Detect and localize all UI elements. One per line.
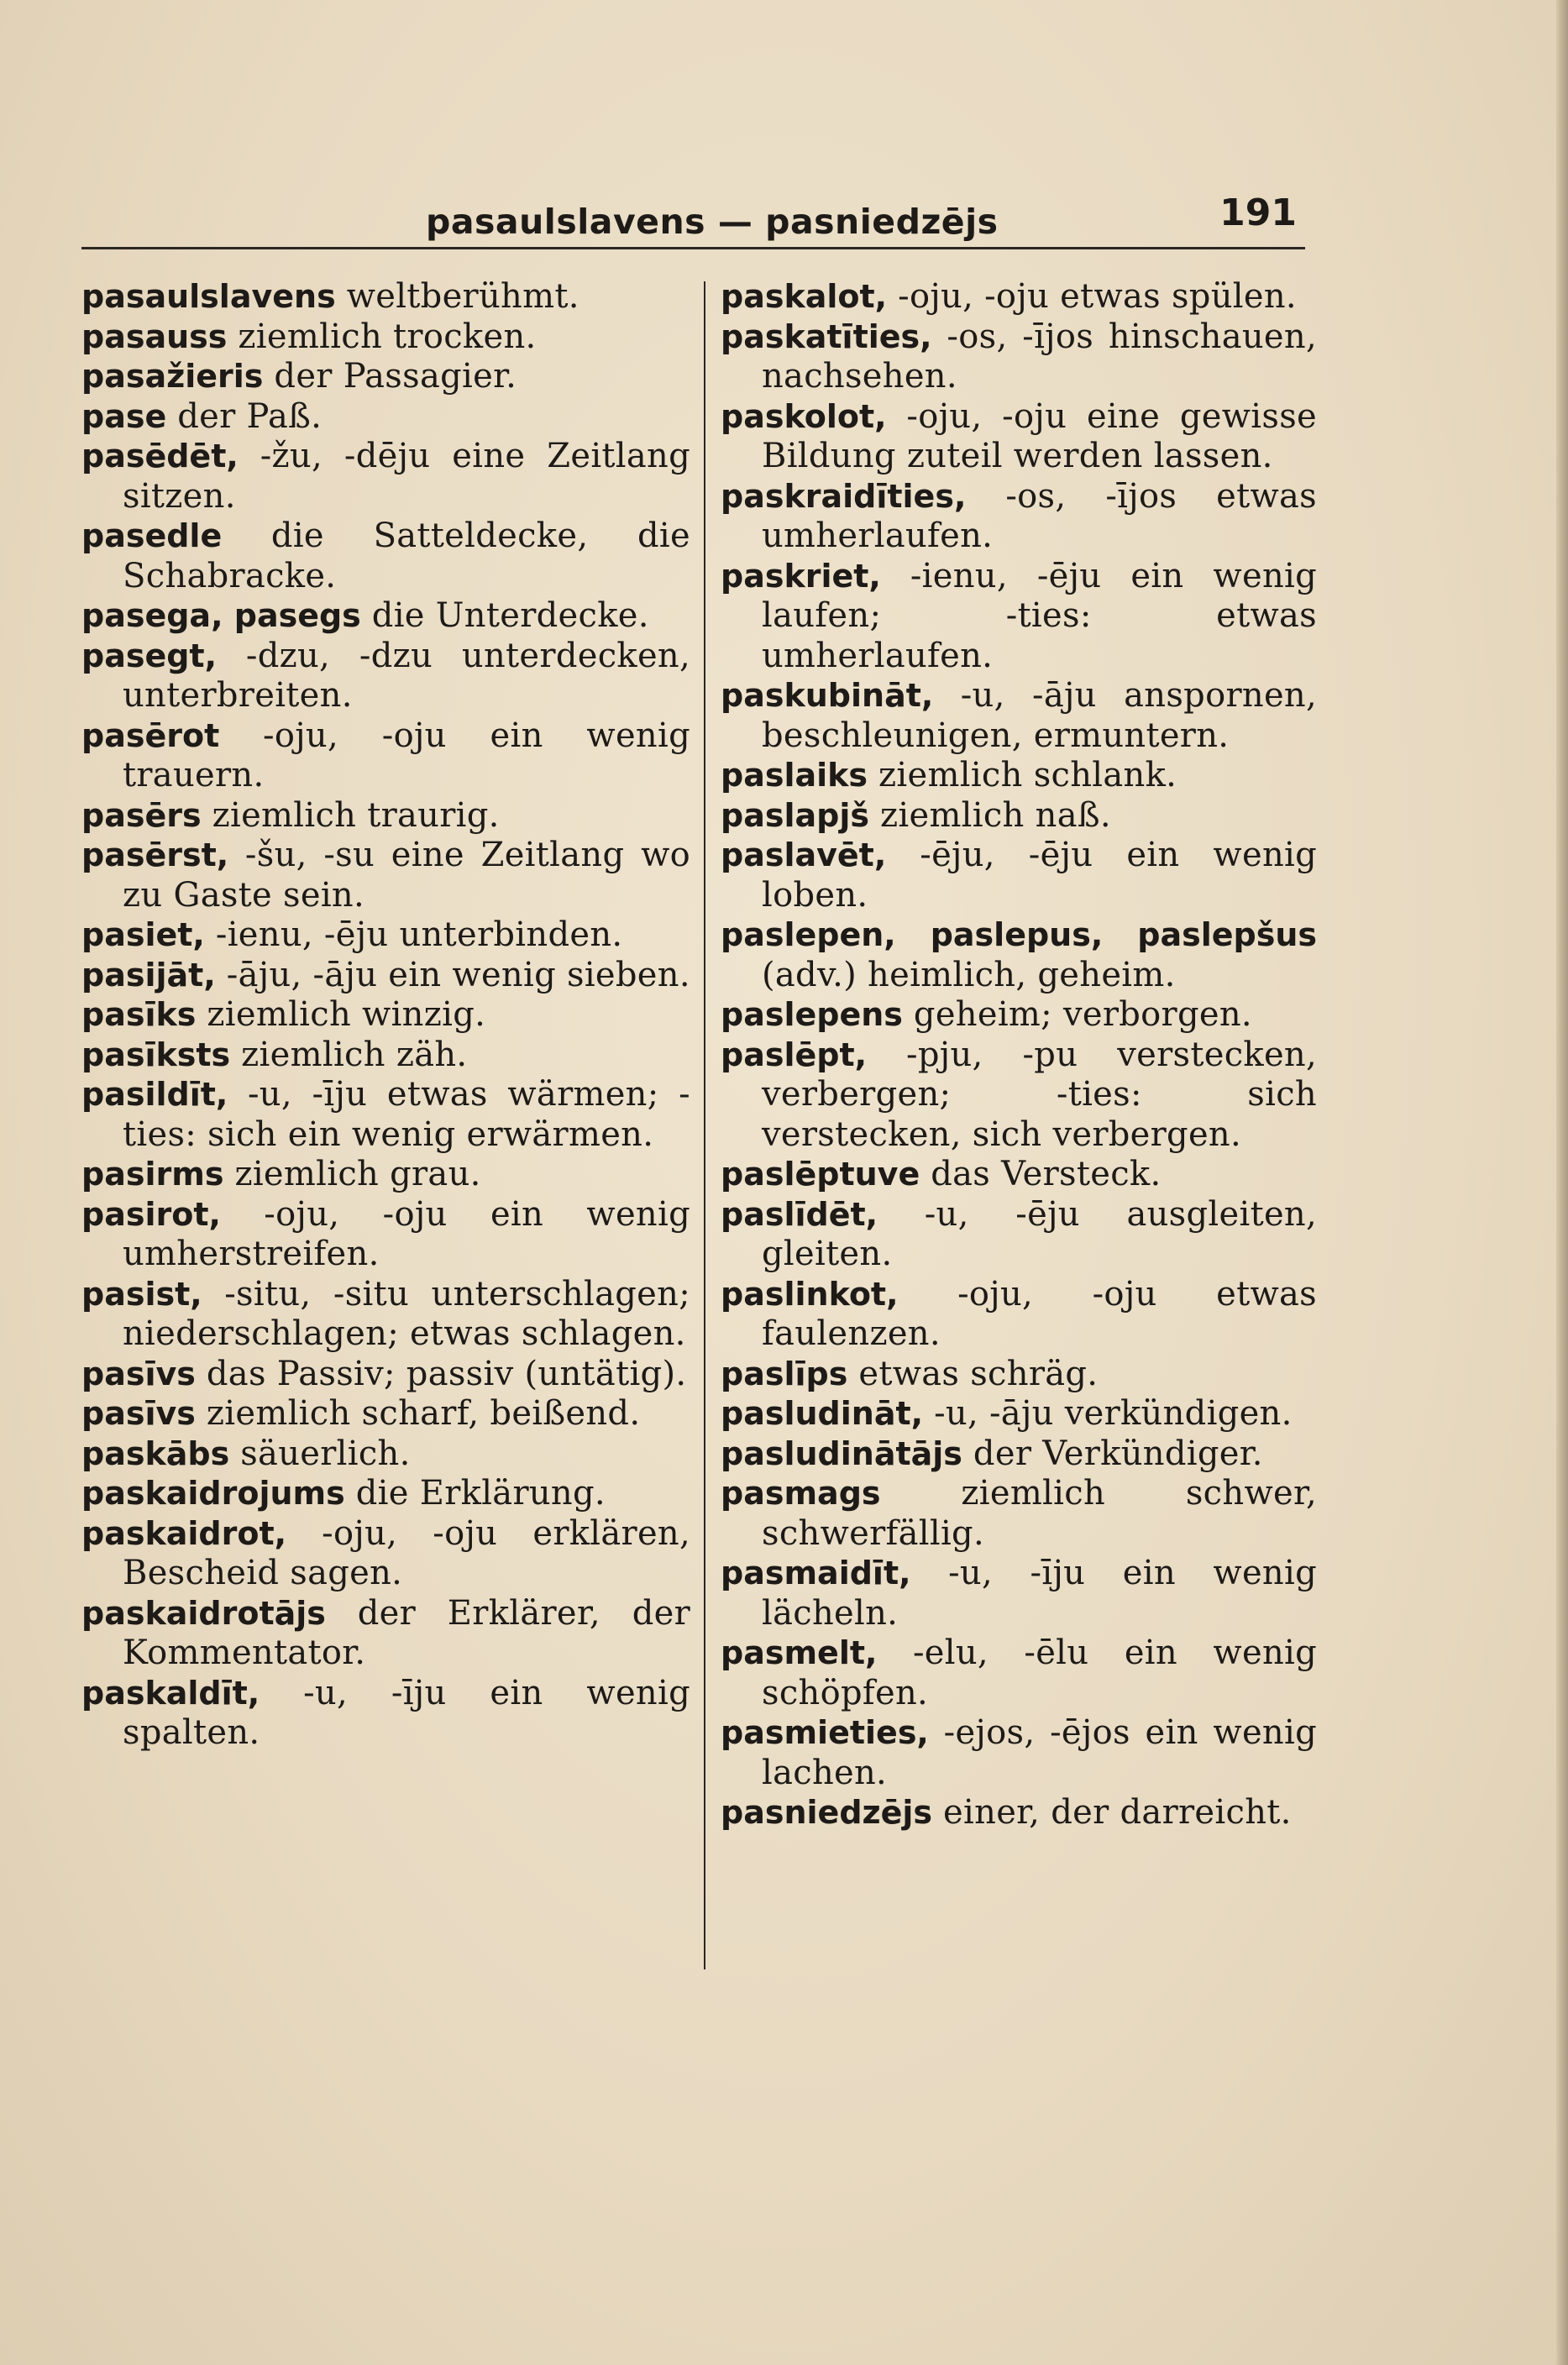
entry-headword: pasīvs — [81, 1395, 196, 1432]
entry-headword: paskubināt, — [721, 677, 934, 714]
dictionary-entry — [721, 1434, 1317, 1475]
entry-definition: -u, -āju verkündigen. — [923, 1394, 1293, 1433]
dictionary-entry — [721, 1275, 1317, 1355]
dictionary-entry — [721, 317, 1317, 397]
entry-headword: paslinkot, — [721, 1275, 899, 1313]
entry-headword: pasludinātājs — [721, 1434, 962, 1472]
running-head: pasaulslavens — pasniedzējs — [426, 202, 999, 242]
entry-definition: die Satteldecke, die Schabracke. — [123, 517, 690, 595]
dictionary-entry — [721, 836, 1317, 915]
entry-headword: pasildīt, — [81, 1076, 228, 1113]
dictionary-entry — [721, 397, 1317, 477]
entry-definition: -šu, -su eine Zeitlang wo zu Gaste sein. — [123, 836, 690, 915]
dictionary-entry — [81, 915, 690, 956]
dictionary-entry — [721, 1554, 1317, 1633]
entry-definition: -oju, -oju eine gewisse Bildung zuteil werden lassen. — [762, 396, 1317, 475]
entry-definition: ziemlich schlank. — [868, 756, 1177, 794]
page-number: 191 — [1219, 191, 1297, 234]
entry-definition: -āju, -āju ein wenig sieben. — [215, 955, 690, 994]
entry-definition: -ienu, -ēju ein wenig laufen; -ties: etwas umherlaufen. — [762, 556, 1317, 675]
entry-definition: -oju, -oju ein wenig trauern. — [123, 716, 690, 794]
dictionary-entry — [721, 676, 1317, 756]
entry-definition: das Passiv; passiv (untätig). — [195, 1354, 687, 1393]
entry-headword: pasijāt, — [81, 956, 216, 994]
entry-definition: (adv.) heimlich, geheim. — [762, 955, 1176, 994]
entry-headword: pasedle — [81, 517, 223, 554]
entry-definition: ziemlich grau. — [223, 1155, 481, 1193]
entry-headword: pase — [81, 397, 167, 435]
dictionary-entry — [721, 1155, 1317, 1195]
entry-definition: -u, -īju etwas wärmen; -ties: sich ein wenig erwärmen. — [123, 1075, 690, 1154]
entry-headword: pasauss — [81, 317, 228, 355]
entry-headword: pasīvs — [81, 1355, 196, 1392]
dictionary-entry — [81, 1674, 690, 1754]
entry-headword: pasirms — [81, 1156, 224, 1193]
entry-headword: pasist, — [81, 1275, 202, 1313]
entry-definition: -u, -īju ein wenig spalten. — [123, 1673, 690, 1752]
dictionary-entry — [81, 317, 690, 358]
entry-definition: -oju, -oju ein wenig umherstreifen. — [123, 1194, 690, 1273]
entry-definition: geheim; verborgen. — [902, 995, 1252, 1034]
entry-headword: pasniedzējs — [721, 1794, 933, 1831]
entry-headword: paskaidrot, — [81, 1514, 287, 1552]
dictionary-entry — [81, 1155, 690, 1195]
entry-definition: die Unterdecke. — [360, 596, 649, 635]
entry-definition: ziemlich trocken. — [227, 317, 537, 356]
entry-headword: pasīksts — [81, 1036, 231, 1073]
dictionary-entry — [81, 1474, 690, 1514]
page-edge — [1556, 0, 1568, 2365]
right-column — [721, 277, 1317, 1833]
entry-definition: die Erklärung. — [344, 1474, 606, 1513]
entry-definition: ziemlich scharf, beißend. — [195, 1394, 641, 1433]
entry-definition: -žu, -dēju eine Zeitlang sitzen. — [123, 437, 690, 516]
entry-headword: pasiet, — [81, 916, 205, 953]
dictionary-entry — [81, 1036, 690, 1076]
entry-definition: das Versteck. — [920, 1155, 1162, 1193]
dictionary-entry — [81, 1394, 690, 1434]
dictionary-entry — [81, 1434, 690, 1475]
page-header — [81, 191, 1305, 250]
entry-headword: paslavēt, — [721, 836, 887, 873]
dictionary-entry — [81, 357, 690, 397]
entry-headword: paskābs — [81, 1434, 230, 1472]
dictionary-entry — [81, 836, 690, 915]
dictionary-entry — [721, 477, 1317, 557]
dictionary-entry — [81, 1355, 690, 1395]
entry-headword: paskraidīties, — [721, 477, 967, 515]
entry-headword: paslēptuve — [721, 1156, 920, 1193]
column-divider — [704, 281, 705, 1969]
header-rule — [81, 247, 1305, 249]
entry-headword: pasmaidīt, — [721, 1555, 911, 1592]
dictionary-entry — [81, 995, 690, 1036]
entry-headword: paslapjš — [721, 796, 869, 834]
dictionary-entry — [81, 397, 690, 438]
entry-headword: paskaidrotājs — [81, 1594, 326, 1632]
dictionary-entry — [81, 1514, 690, 1594]
left-column — [81, 277, 690, 1754]
entry-definition: ziemlich winzig. — [196, 995, 486, 1034]
entry-headword: pasmags — [721, 1475, 881, 1512]
entry-definition: ziemlich traurig. — [201, 795, 500, 835]
entry-definition: -os, -ījos etwas umherlaufen. — [762, 476, 1317, 555]
entry-headword: pasega, pasegs — [81, 597, 361, 634]
entry-headword: paslīps — [721, 1355, 848, 1392]
dictionary-entry — [721, 1355, 1317, 1395]
dictionary-entry — [721, 915, 1317, 995]
entry-headword: pasērs — [81, 796, 202, 834]
entry-definition: -ienu, -ēju unterbinden. — [204, 915, 623, 954]
dictionary-entry — [81, 596, 690, 637]
entry-headword: pasēdēt, — [81, 438, 239, 475]
entry-headword: paskaldīt, — [81, 1674, 260, 1712]
entry-definition: -dzu, -dzu unterdecken, unterbreiten. — [123, 636, 690, 715]
entry-definition: ziemlich zäh. — [230, 1035, 468, 1074]
dictionary-entry — [721, 796, 1317, 836]
entry-definition: weltberühmt. — [335, 277, 579, 316]
dictionary-entry — [721, 277, 1317, 317]
dictionary-entry — [81, 956, 690, 996]
entry-headword: paslaiks — [721, 757, 868, 794]
entry-definition: säuerlich. — [229, 1434, 411, 1473]
entry-headword: paskalot, — [721, 278, 888, 315]
entry-headword: pasirot, — [81, 1195, 221, 1233]
entry-definition: -oju, -oju etwas faulenzen. — [762, 1274, 1317, 1353]
entry-headword: paskriet, — [721, 557, 881, 595]
entry-definition: einer, der darreicht. — [932, 1793, 1292, 1832]
entry-headword: pasaulslavens — [81, 278, 336, 315]
entry-definition: der Passagier. — [263, 357, 517, 396]
dictionary-entry — [721, 1474, 1317, 1554]
entry-headword: paskolot, — [721, 397, 887, 435]
entry-definition: der Paß. — [166, 396, 323, 436]
entry-definition: der Verkündiger. — [962, 1434, 1263, 1473]
dictionary-entry — [81, 1594, 690, 1674]
entry-definition: der Erklärer, der Kommentator. — [123, 1593, 690, 1672]
entry-definition: -ēju, -ēju ein wenig loben. — [762, 836, 1317, 915]
entry-headword: pasmieties, — [721, 1714, 929, 1751]
dictionary-entry — [81, 1075, 690, 1155]
dictionary-entry — [81, 1195, 690, 1275]
dictionary-entry — [721, 1633, 1317, 1713]
entry-definition: -u, -īju ein wenig lächeln. — [762, 1554, 1317, 1633]
entry-definition: ziemlich schwer, schwerfällig. — [762, 1474, 1317, 1553]
dictionary-entry — [721, 1036, 1317, 1156]
dictionary-entry — [721, 1195, 1317, 1275]
entry-headword: paslēpt, — [721, 1036, 868, 1073]
dictionary-entry — [81, 437, 690, 517]
entry-headword: paskaidrojums — [81, 1475, 345, 1512]
entry-definition: -os, -ījos hinschauen, nachsehen. — [762, 317, 1317, 396]
entry-definition: -u, -ēju ausgleiten, gleiten. — [762, 1194, 1317, 1273]
entry-headword: pasīks — [81, 996, 197, 1033]
entry-headword: pasērst, — [81, 836, 229, 873]
dictionary-entry — [721, 756, 1317, 796]
entry-headword: pasērot — [81, 716, 220, 754]
entry-headword: paslīdēt, — [721, 1195, 878, 1233]
entry-definition: -situ, -situ unterschlagen; niederschlagen; etwas schlagen. — [123, 1274, 690, 1353]
dictionary-entry — [721, 1394, 1317, 1434]
entry-definition: ziemlich naß. — [868, 795, 1111, 835]
entry-headword: pasmelt, — [721, 1634, 878, 1671]
entry-headword: pasažieris — [81, 358, 264, 395]
dictionary-entry — [721, 557, 1317, 677]
dictionary-entry — [81, 796, 690, 836]
entry-definition: -elu, -ēlu ein wenig schöpfen. — [762, 1633, 1317, 1712]
dictionary-entry — [81, 517, 690, 596]
entry-headword: pasludināt, — [721, 1395, 924, 1432]
dictionary-entry — [81, 716, 690, 796]
entry-headword: paskatīties, — [721, 317, 932, 355]
dictionary-entry — [721, 995, 1317, 1036]
entry-definition: -oju, -oju erklären, Bescheid sagen. — [123, 1513, 690, 1592]
entry-definition: -oju, -oju etwas spülen. — [887, 277, 1297, 316]
entry-headword: paslepens — [721, 996, 903, 1033]
dictionary-entry — [81, 1275, 690, 1355]
dictionary-entry — [721, 1713, 1317, 1793]
dictionary-entry — [81, 637, 690, 716]
entry-definition: -ejos, -ējos ein wenig lachen. — [762, 1713, 1317, 1792]
entry-definition: etwas schräg. — [847, 1354, 1099, 1393]
dictionary-entry — [721, 1793, 1317, 1833]
entry-headword: paslepen, paslepus, paslepšus — [721, 916, 1317, 953]
entry-headword: pasegt, — [81, 637, 218, 674]
dictionary-entry — [81, 277, 690, 317]
entry-definition: -pju, -pu verstecken, verbergen; -ties: sich verstecken, sich verbergen. — [762, 1035, 1317, 1154]
entry-definition: -u, -āju anspornen, beschleunigen, ermuntern. — [762, 676, 1317, 755]
